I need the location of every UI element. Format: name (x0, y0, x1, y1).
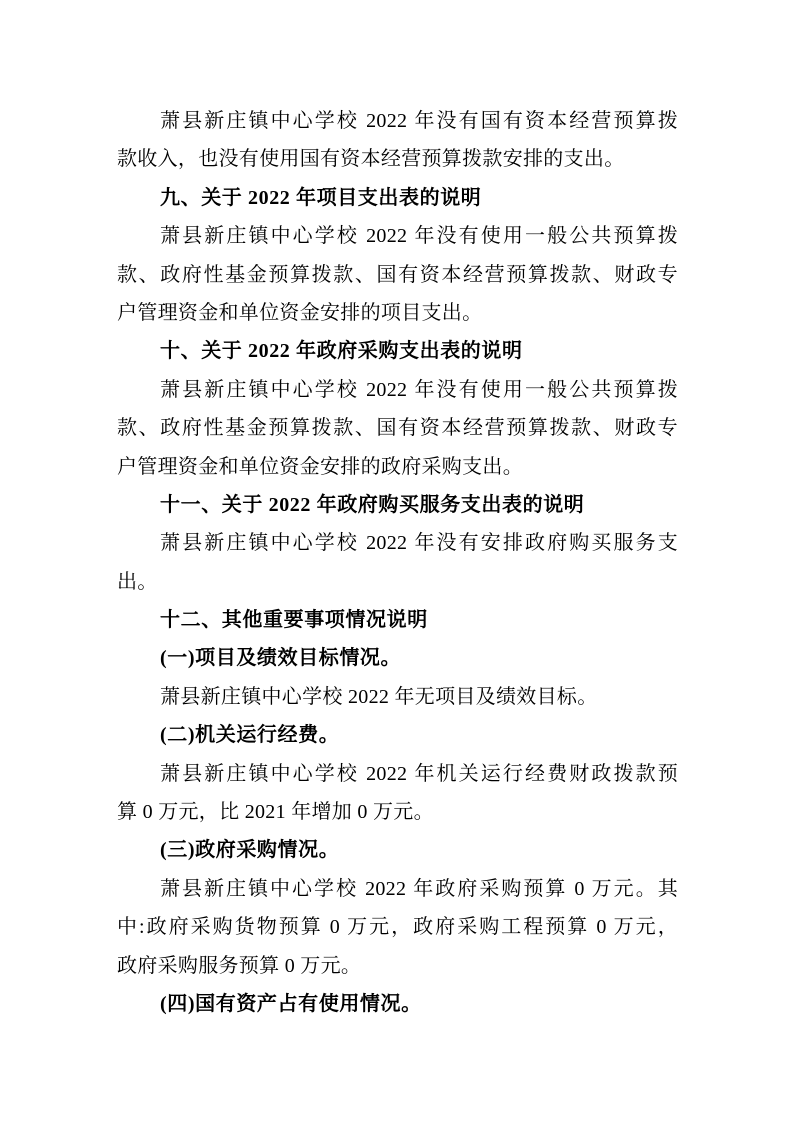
body-text-line: 款、政府性基金预算拨款、国有资本经营预算拨款、财政专 (117, 417, 678, 440)
body-text-line: 萧县新庄镇中心学校 2022 年无项目及绩效目标。 (160, 685, 598, 708)
body-text-line: 萧县新庄镇中心学校 2022 年政府采购预算 0 万元。其 (160, 877, 678, 900)
section-heading-line: (三)政府采购情况。 (160, 839, 340, 862)
body-text-line: 萧县新庄镇中心学校 2022 年没有国有资本经营预算拨 (160, 110, 678, 132)
body-text-line: 萧县新庄镇中心学校 2022 年没有使用一般公共预算拨 (160, 225, 678, 248)
body-text-line: 萧县新庄镇中心学校 2022 年没有使用一般公共预算拨 (160, 378, 678, 401)
section-heading-line: (二)机关运行经费。 (160, 724, 340, 747)
section-heading-line: (四)国有资产占有使用情况。 (160, 992, 422, 1015)
body-text-line: 户管理资金和单位资金安排的项目支出。 (117, 301, 483, 324)
body-text-line: 户管理资金和单位资金安排的政府采购支出。 (117, 455, 523, 478)
body-text-line: 款收入，也没有使用国有资本经营预算拨款安排的支出。 (117, 148, 625, 171)
section-heading-line: 九、关于 2022 年项目支出表的说明 (160, 186, 482, 209)
body-text-line: 萧县新庄镇中心学校 2022 年没有安排政府购买服务支 (160, 532, 678, 555)
body-text-line: 款、政府性基金预算拨款、国有资本经营预算拨款、财政专 (117, 263, 678, 286)
body-text-line: 算 0 万元，比 2021 年增加 0 万元。 (117, 801, 434, 824)
document-body (117, 102, 678, 1023)
section-heading-line: 十、关于 2022 年政府采购支出表的说明 (160, 340, 523, 363)
section-heading-line: 十一、关于 2022 年政府购买服务支出表的说明 (160, 493, 585, 516)
section-heading-line: 十二、其他重要事项情况说明 (160, 609, 428, 632)
body-text-line: 萧县新庄镇中心学校 2022 年机关运行经费财政拨款预 (160, 762, 678, 785)
body-text-line: 出。 (117, 570, 158, 593)
section-heading-line: (一)项目及绩效目标情况。 (160, 647, 402, 670)
body-text-line: 政府采购服务预算 0 万元。 (117, 954, 362, 977)
body-text-line: 中:政府采购货物预算 0 万元，政府采购工程预算 0 万元， (117, 916, 678, 939)
